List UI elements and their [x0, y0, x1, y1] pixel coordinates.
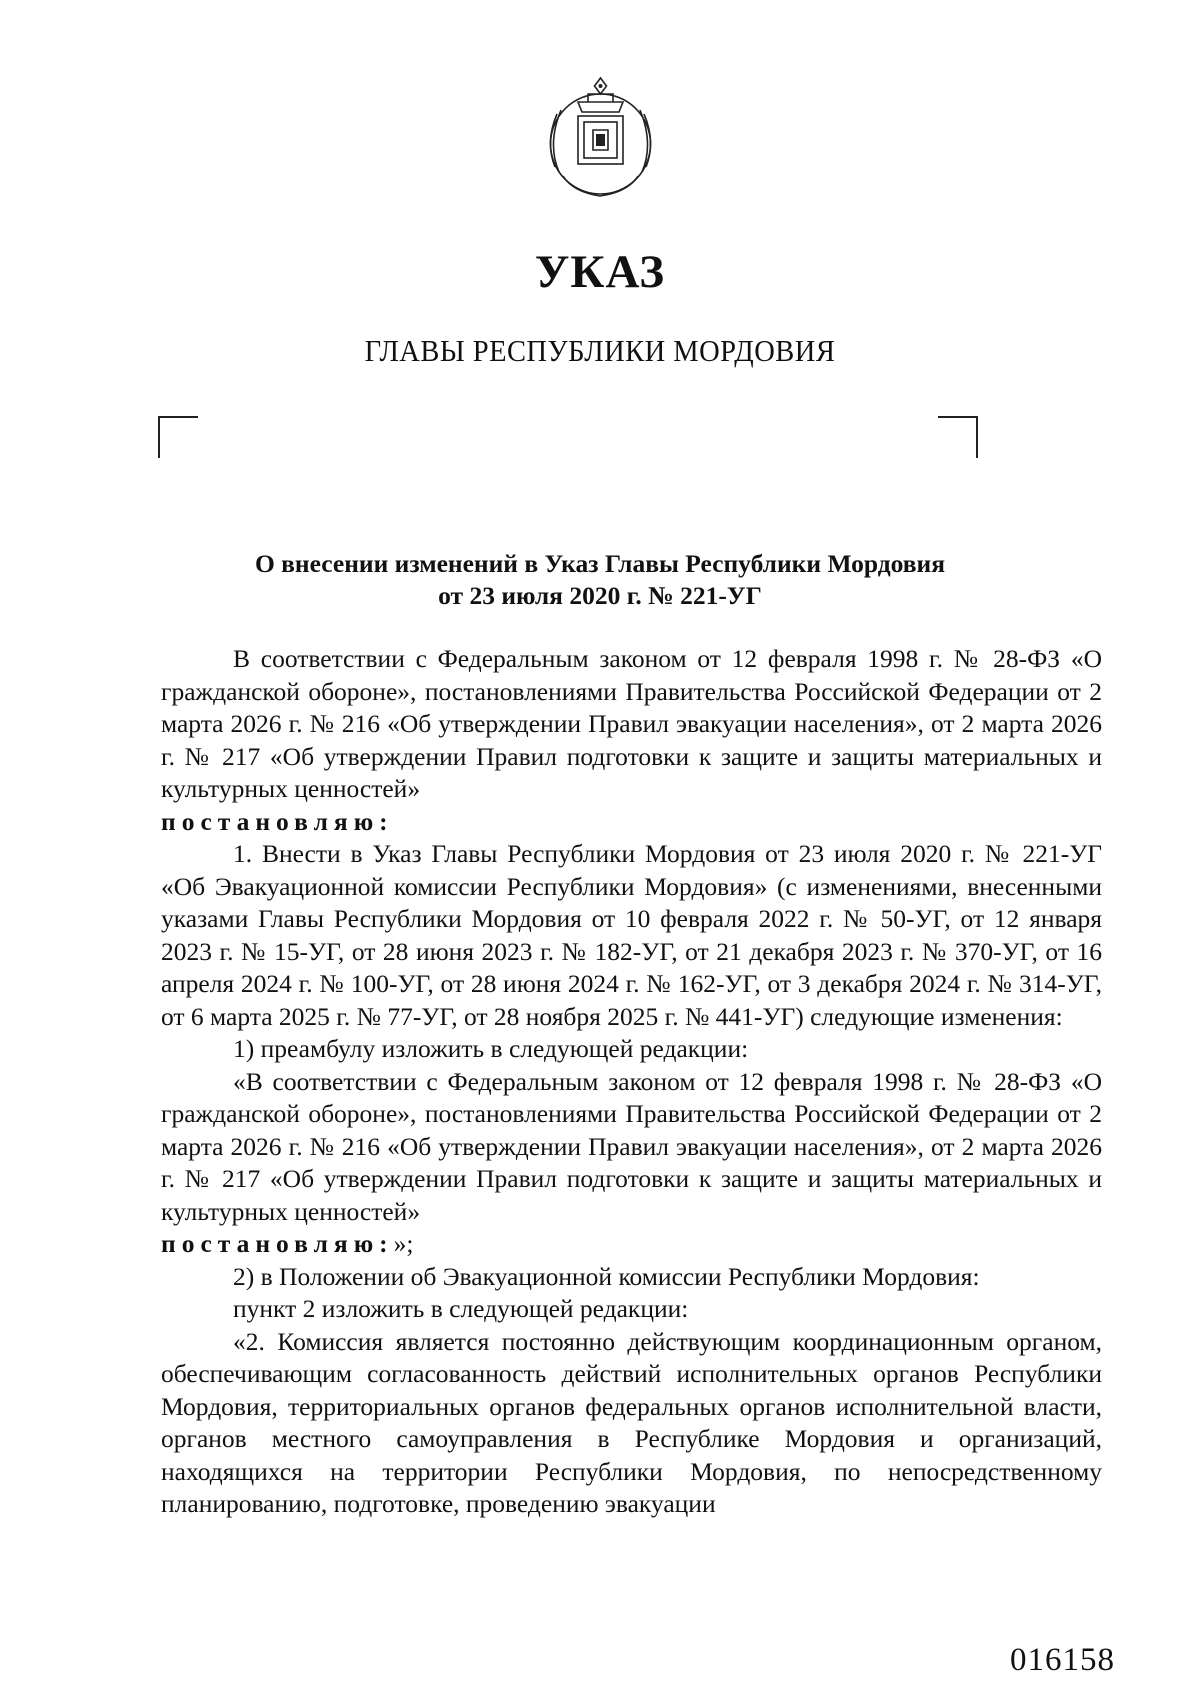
decree-title: УКАЗ [534, 246, 666, 298]
document-heading [160, 548, 1040, 612]
document-heading-line-1: О внесении изменений в Указ Главы Республики Мордовия [254, 549, 946, 578]
coat-of-arms-emblem [533, 72, 668, 207]
document-heading-line-2: от 23 июля 2020 г. № 221-УГ [438, 581, 762, 610]
item-1-paragraph: 1) преамбулу изложить в следующей редакции: [233, 1034, 749, 1063]
intro-paragraph [161, 643, 1102, 806]
quote-1-end: »; [393, 1229, 414, 1258]
document-number: 016158 [1010, 1642, 1115, 1678]
intro-text: В соответствии с Федеральным законом от 12 февраля 1998 г. № 28-ФЗ «О гражданской обороне», постановлениями Правительства Российской Федерации от 2 марта 2026 г. № 216 «Об утверждении Правил эвакуации населения», от 2 марта 2026 г. № 217 «Об утверждении Правил подготовки к защите и защиты материальных и культурных ценностей» [161, 644, 1102, 803]
quote-1-text: «В соответствии с Федеральным законом от 12 февраля 1998 г. № 28-ФЗ «О гражданской обороне», постановлениями Правительства Российской Федерации от 2 марта 2026 г. № 216 «Об утверждении Правил эвакуации населения», от 2 марта 2026 г. № 217 «Об утверждении Правил подготовки к защите и защиты материальных и культурных ценностей» [161, 1066, 1102, 1226]
decree-word-paragraph [161, 806, 1102, 839]
quote-1-paragraph [161, 1066, 1102, 1229]
item-2-paragraph: 2) в Положении об Эвакуационной комиссии Республики Мордовия: [233, 1261, 980, 1291]
document-body [161, 643, 1102, 1521]
item-2-sub-paragraph: пункт 2 изложить в следующей редакции: [233, 1294, 689, 1323]
issuer-title: ГЛАВЫ РЕСПУБЛИКИ МОРДОВИЯ [364, 333, 836, 368]
clause-1-paragraph: 1. Внести в Указ Главы Республики Мордовия от 23 июля 2020 г. № 221-УГ «Об Эвакуационной комиссии Республики Мордовия» (с изменениями, внесенными указами Главы Республики Мордовия от 10 февраля 2022 г. № 50-УГ, от 12 января 2023 г. № 15-УГ, от 28 июня 2023 г. № 182-УГ, от 21 декабря 2023 г. № 370-УГ, от 16 апреля 2024 г. № 100-УГ, от 28 июня 2024 г. № 162-УГ, от 3 декабря 2024 г. № 314-УГ, от 6 марта 2025 г. № 77-УГ, от 28 ноября 2025 г. № 441-УГ) следующие изменения: [161, 839, 1102, 1031]
quote-1-decree-paragraph [161, 1228, 1102, 1261]
address-corner-left [158, 416, 198, 458]
quote-2-paragraph: «2. Комиссия является постоянно действующим координационным органом, обеспечивающим согласованность действий исполнительных органов Республики Мордовия, территориальных органов федеральных органов исполнительной власти, органов местного самоуправления в Республике Мордовия и организаций, находящихся на территории Республики Мордовия, по непосредственному планированию, подготовке, проведению эвакуации [161, 1326, 1102, 1518]
quote-1-decree-word: постановляю: [161, 1229, 394, 1258]
decree-word: постановляю: [161, 806, 394, 836]
address-corner-right [938, 416, 978, 458]
